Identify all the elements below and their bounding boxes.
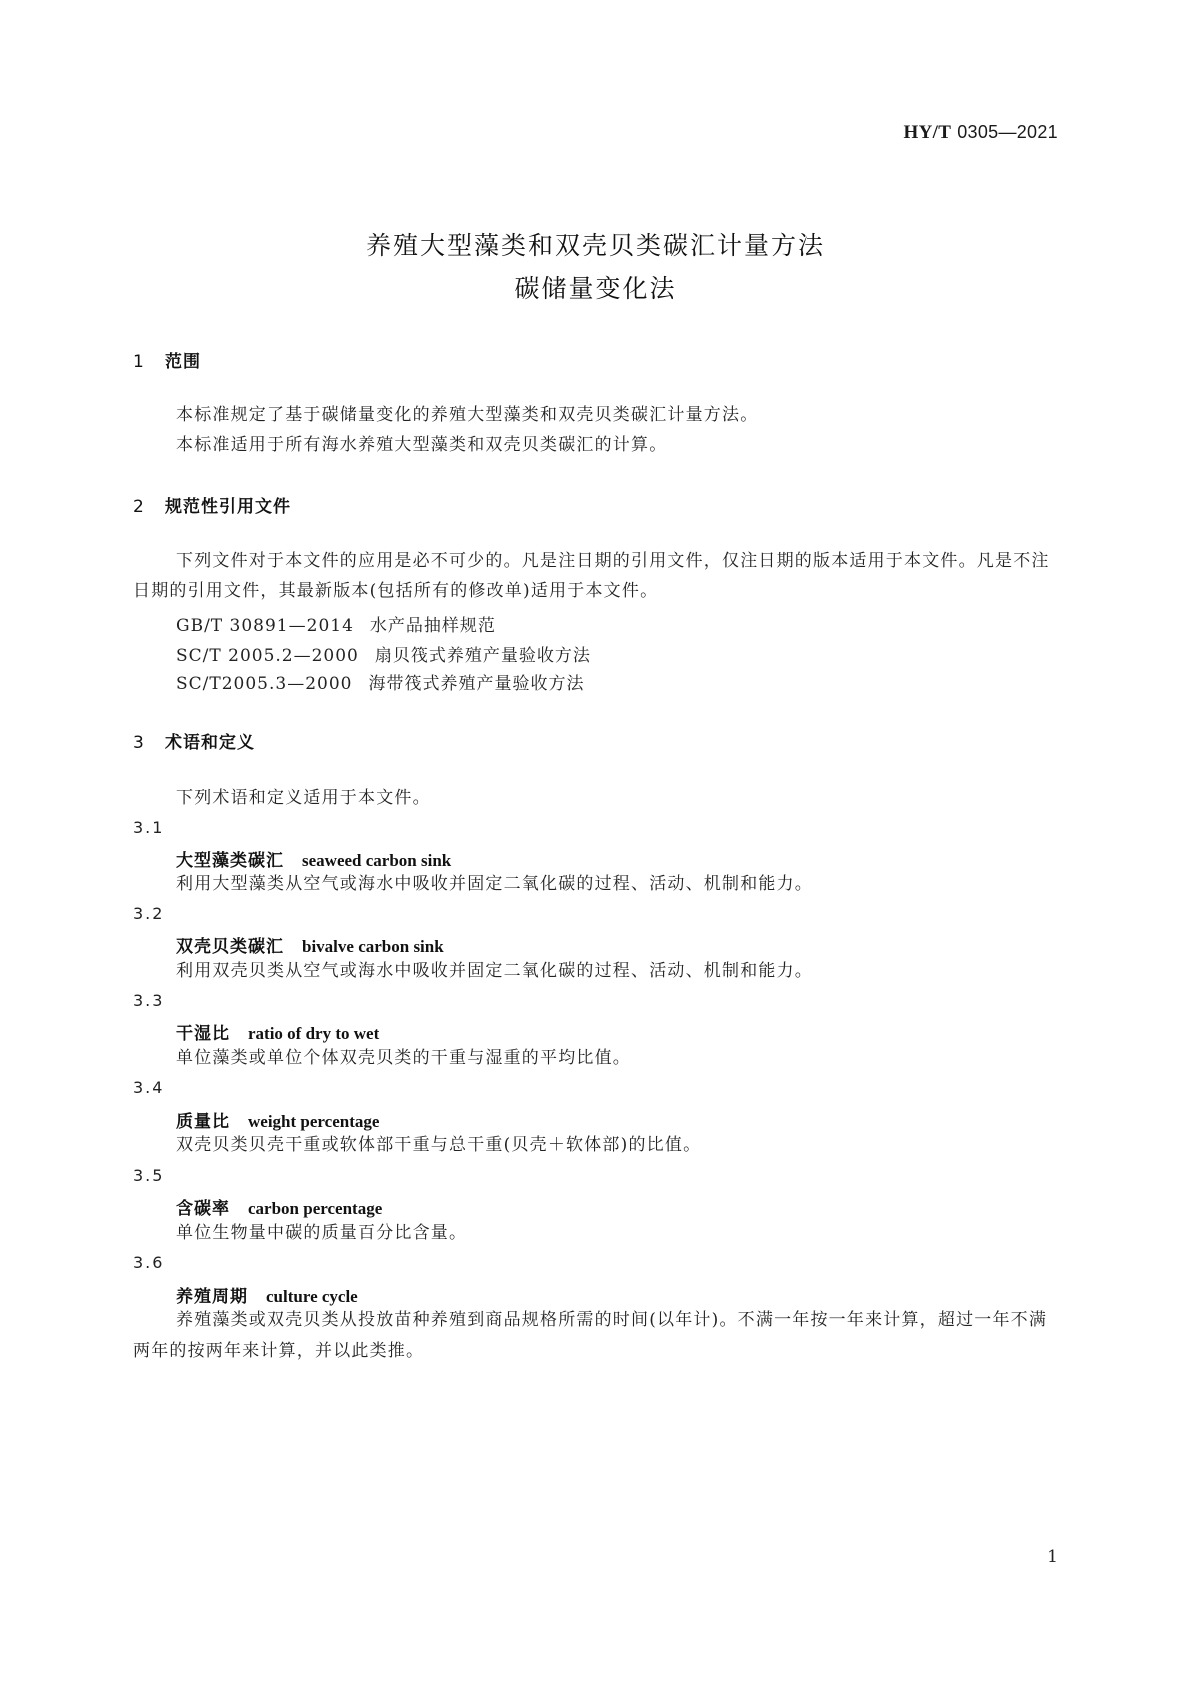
- standard-code: [904, 122, 1058, 144]
- paragraph: 本标准规定了基于碳储量变化的养殖大型藻类和双壳贝类碳汇计量方法。: [176, 405, 759, 425]
- standard-number: 0305—2021: [957, 122, 1058, 142]
- term-number: 3.3: [133, 991, 165, 1010]
- reference-code: SC/T 2005.2—2000: [176, 646, 359, 666]
- reference-title: 水产品抽样规范: [369, 616, 496, 636]
- term-definition: 利用双壳贝类从空气或海水中吸收并固定二氧化碳的过程、活动、机制和能力。: [176, 961, 813, 981]
- term-name: [176, 1282, 358, 1307]
- paragraph: 下列文件对于本文件的应用是必不可少的。凡是注日期的引用文件，仅注日期的版本适用于本文件。凡是不注日期的引用文件，其最新版本(包括所有的修改单)适用于本文件。: [133, 551, 1050, 601]
- term-name: [176, 1194, 382, 1219]
- section-1-heading: [133, 347, 201, 372]
- term-zh: 养殖周期: [176, 1287, 248, 1307]
- reference-title: 海带筏式养殖产量验收方法: [368, 674, 585, 694]
- term-name: [176, 1019, 379, 1044]
- term-zh: 含碳率: [176, 1199, 230, 1219]
- term-en: weight percentage: [248, 1112, 380, 1131]
- term-zh: 干湿比: [176, 1024, 230, 1044]
- section-title: 术语和定义: [165, 733, 255, 753]
- term-zh: 质量比: [176, 1112, 230, 1132]
- reference-item: [176, 669, 584, 694]
- section-number: 3: [133, 733, 145, 753]
- term-number: 3.6: [133, 1253, 165, 1272]
- standard-prefix: HY/T: [903, 122, 952, 143]
- document-subtitle: 碳储量变化法: [514, 274, 677, 303]
- paragraph: 本标准适用于所有海水养殖大型藻类和双壳贝类碳汇的计算。: [176, 435, 668, 455]
- term-en: bivalve carbon sink: [302, 937, 444, 956]
- term-definition: 单位藻类或单位个体双壳贝类的干重与湿重的平均比值。: [176, 1048, 631, 1068]
- term-definition: 利用大型藻类从空气或海水中吸收并固定二氧化碳的过程、活动、机制和能力。: [176, 874, 813, 894]
- paragraph: 下列术语和定义适用于本文件。: [176, 788, 431, 808]
- document-title: 养殖大型藻类和双壳贝类碳汇计量方法: [365, 231, 825, 260]
- reference-code: GB/T 30891—2014: [176, 616, 354, 636]
- section-number: 1: [133, 352, 145, 372]
- term-zh: 大型藻类碳汇: [176, 851, 284, 871]
- term-en: carbon percentage: [248, 1199, 383, 1218]
- reference-item: [176, 641, 591, 666]
- reference-item: [176, 611, 496, 636]
- section-2-heading: [133, 492, 291, 517]
- term-name: [176, 846, 451, 871]
- term-number: 3.4: [133, 1078, 165, 1097]
- term-number: 3.5: [133, 1166, 165, 1185]
- page-number: 1: [1047, 1547, 1058, 1567]
- term-definition: 单位生物量中碳的质量百分比含量。: [176, 1223, 468, 1243]
- term-definition: 双壳贝类贝壳干重或软体部干重与总干重(贝壳＋软体部)的比值。: [176, 1135, 702, 1155]
- section-3-heading: [133, 728, 255, 753]
- term-name: [176, 932, 444, 957]
- term-number: 3.2: [133, 904, 165, 923]
- term-en: ratio of dry to wet: [248, 1024, 380, 1043]
- term-number: 3.1: [133, 818, 165, 837]
- section-number: 2: [133, 497, 145, 517]
- reference-code: SC/T2005.3—2000: [176, 674, 353, 694]
- term-en: culture cycle: [266, 1287, 358, 1306]
- term-name: [176, 1107, 379, 1132]
- term-definition: 养殖藻类或双壳贝类从投放苗种养殖到商品规格所需的时间(以年计)。不满一年按一年来计算，超过一年不满两年的按两年来计算，并以此类推。: [133, 1310, 1048, 1361]
- term-en: seaweed carbon sink: [302, 851, 452, 870]
- section-title: 规范性引用文件: [165, 497, 291, 517]
- reference-title: 扇贝筏式养殖产量验收方法: [374, 646, 591, 666]
- term-zh: 双壳贝类碳汇: [176, 937, 284, 957]
- section-title: 范围: [165, 352, 201, 372]
